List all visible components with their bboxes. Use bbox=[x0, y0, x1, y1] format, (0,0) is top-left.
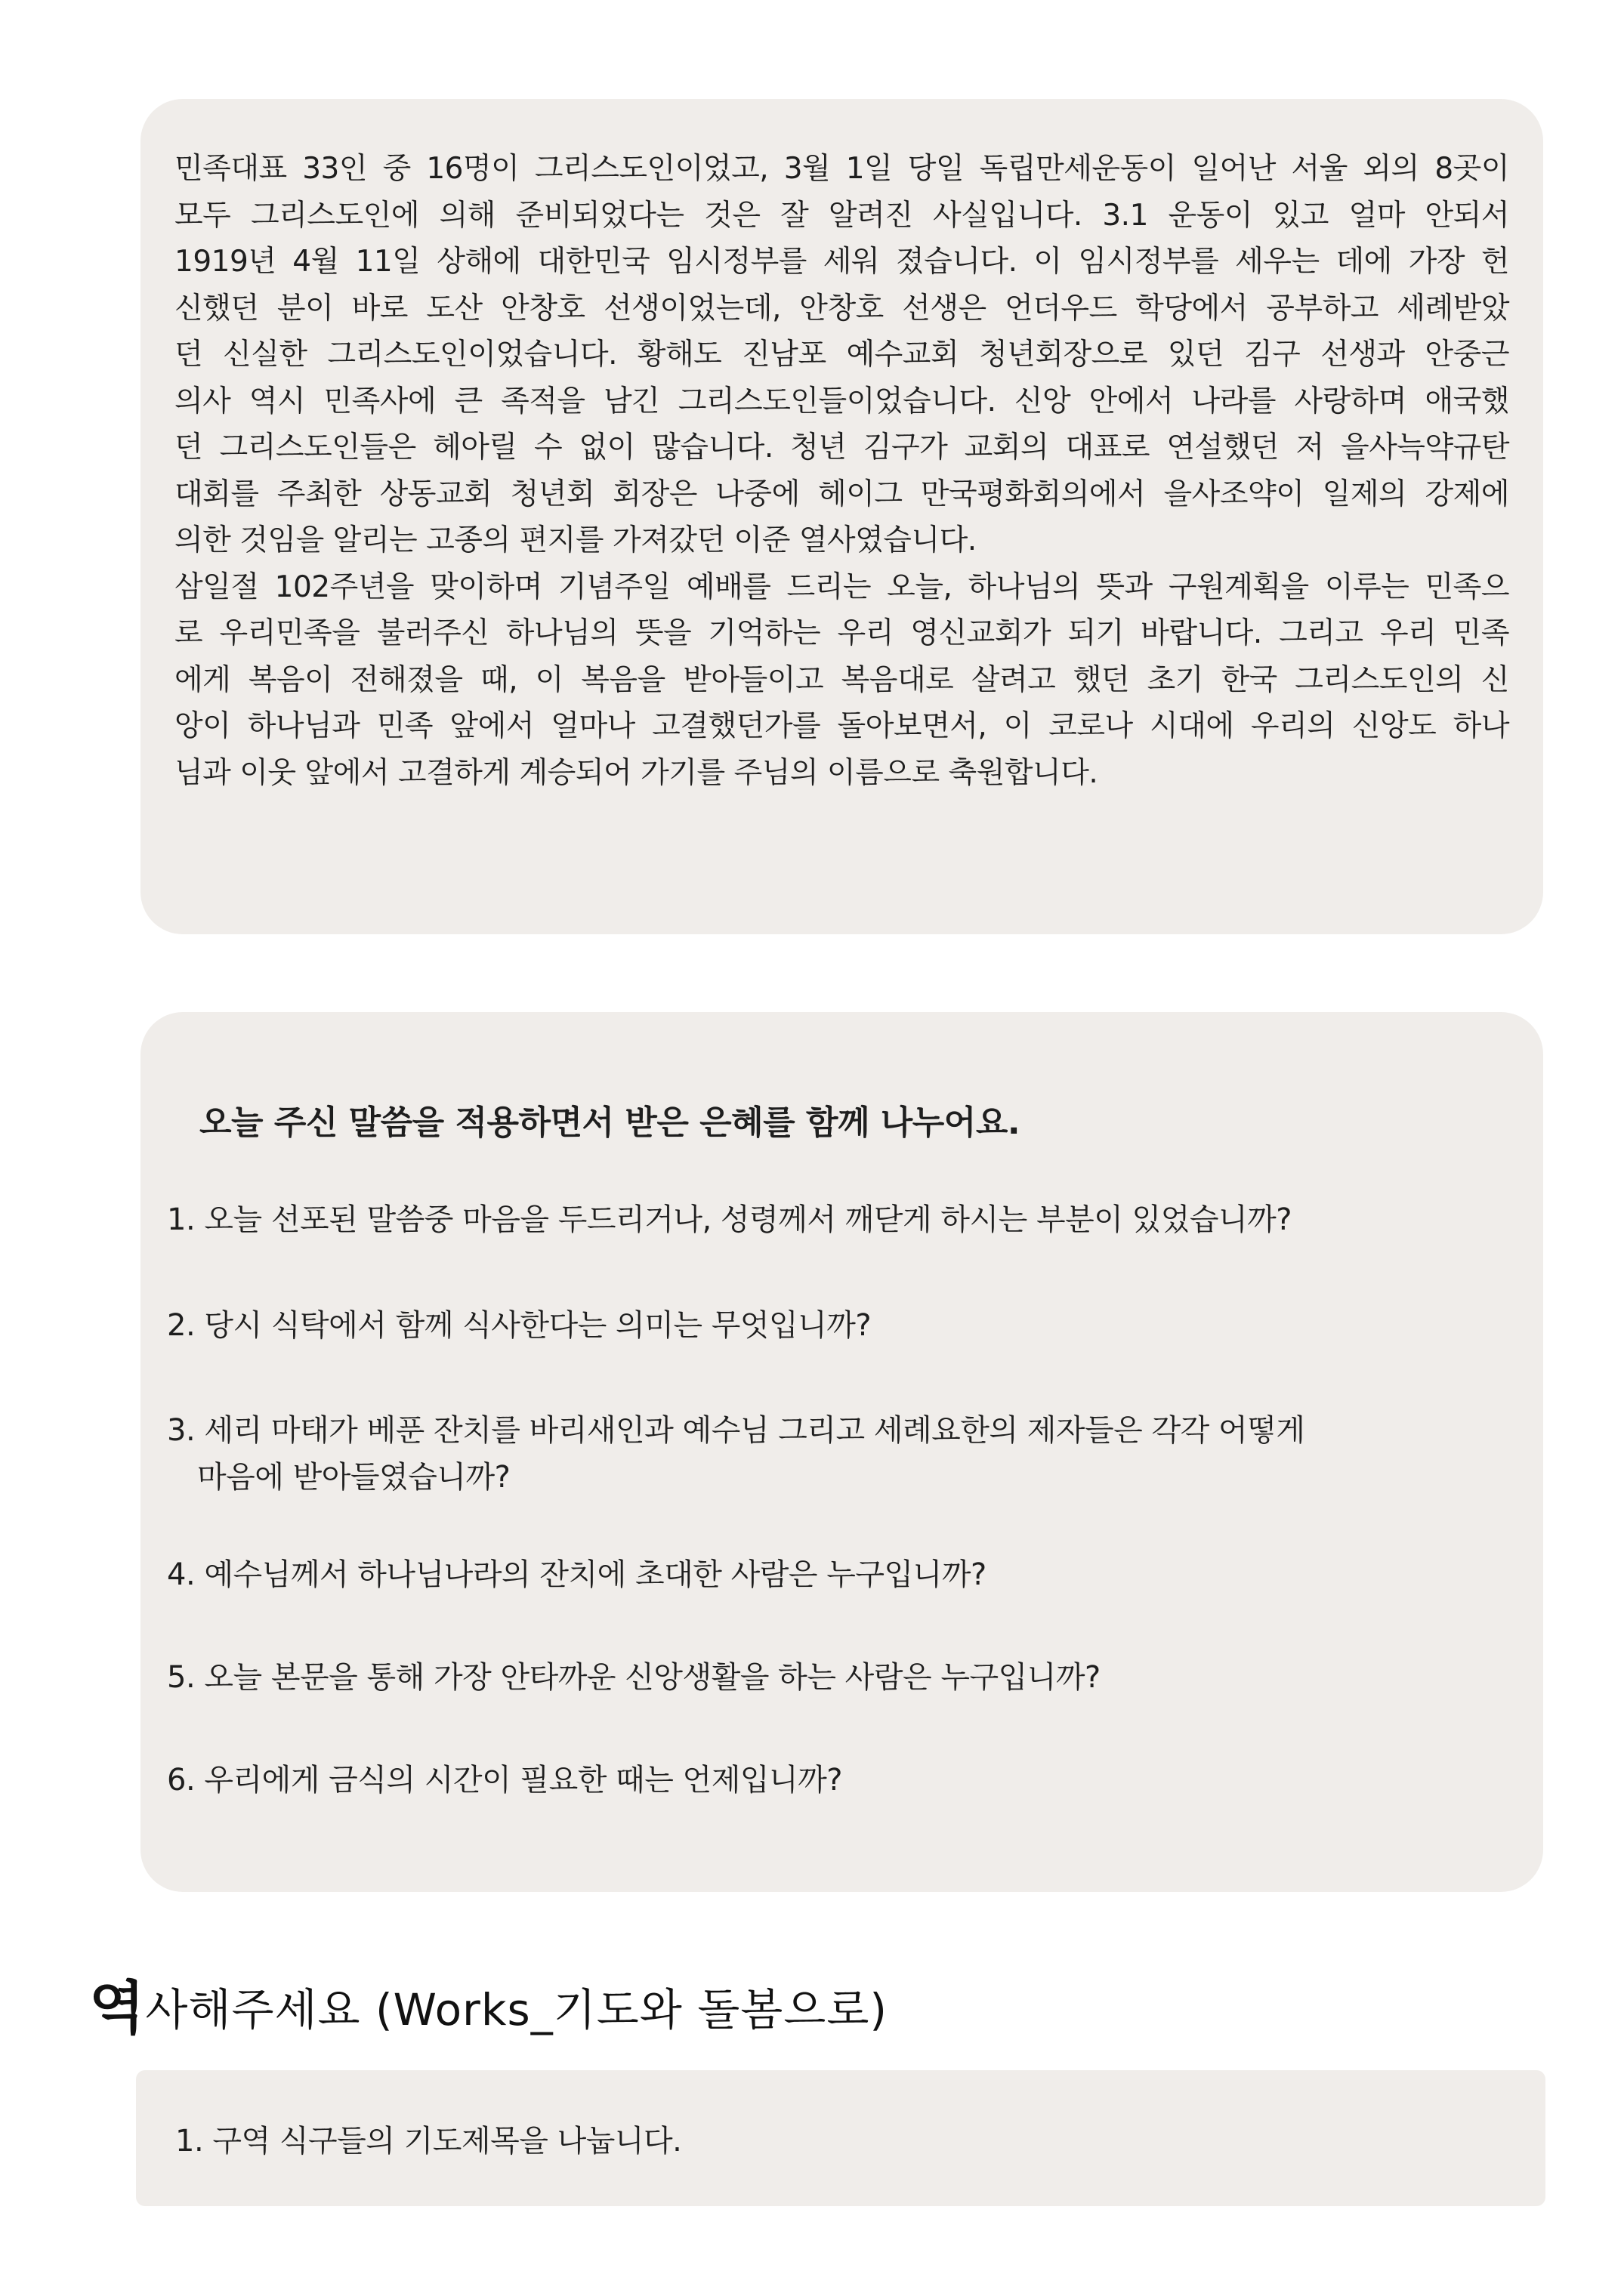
question-item bbox=[167, 1654, 1101, 1701]
question-text: 1. 오늘 선포된 말씀중 마음을 두드리거나, 성령께서 깨닫게 하시는 부분이 있었습니까? bbox=[167, 1202, 1292, 1237]
question-item bbox=[167, 1757, 842, 1804]
question-continuation: 마음에 받아들였습니까? bbox=[197, 1460, 511, 1495]
history-text-box bbox=[140, 99, 1543, 934]
text-line: 로 우리민족을 불러주신 하나님의 뜻을 기억하는 우리 영신교회가 되기 바랍니다. 그리고 우리 민족 bbox=[174, 616, 1509, 650]
text-line: 에게 복음이 전해졌을 때, 이 복음을 받아들이고 복음대로 살려고 했던 초기 한국 그리스도인의 신 bbox=[174, 662, 1509, 697]
question-text: 5. 오늘 본문을 통해 가장 안타까운 신앙생활을 하는 사람은 누구입니까? bbox=[167, 1660, 1101, 1695]
text-line: 민족대표 33인 중 16명이 그리스도인이었고, 3월 1일 당일 독립만세운동이 일어난 서울 외의 8곳이 bbox=[174, 152, 1509, 186]
text-line: 의한 것임을 알리는 고종의 편지를 가져갔던 이준 열사였습니다. bbox=[174, 523, 977, 557]
text-line: 의사 역시 민족사에 큰 족적을 남긴 그리스도인들이었습니다. 신앙 안에서 나라를 사랑하며 애국했 bbox=[174, 384, 1509, 418]
section-title bbox=[89, 1962, 888, 2045]
text-line: 던 신실한 그리스도인이었습니다. 황해도 진남포 예수교회 청년회장으로 있던 김구 선생과 안중근 bbox=[174, 338, 1509, 372]
prayer-box bbox=[136, 2070, 1545, 2206]
text-line: 삼일절 102주년을 맞이하며 기념주일 예배를 드리는 오늘, 하나님의 뜻과 구원계획을 이루는 민족으 bbox=[174, 569, 1509, 604]
text-line: 1919년 4월 11일 상해에 대한민국 임시정부를 세워 졌습니다. 이 임시정부를 세우는 데에 가장 헌 bbox=[174, 245, 1509, 279]
question-item bbox=[167, 1407, 1304, 1501]
history-paragraph bbox=[174, 146, 1509, 796]
text-line: 신했던 분이 바로 도산 안창호 선생이었는데, 안창호 선생은 언더우드 학당에서 공부하고 세례받았 bbox=[174, 291, 1509, 326]
question-text: 3. 세리 마태가 베푼 잔치를 바리새인과 예수님 그리고 세례요한의 제자들은 각각 어떻게 bbox=[167, 1413, 1305, 1448]
question-text: 4. 예수님께서 하나님나라의 잔치에 초대한 사람은 누구입니까? bbox=[167, 1557, 986, 1592]
question-item bbox=[167, 1196, 1292, 1243]
section-title-rest: 사해주세요 (Works_기도와 돌봄으로) bbox=[145, 1984, 888, 2035]
text-line: 모두 그리스도인에 의해 준비되었다는 것은 잘 알려진 사실입니다. 3.1 운동이 있고 얼마 안되서 bbox=[174, 198, 1509, 233]
text-line: 님과 이웃 앞에서 고결하게 계승되어 가기를 주님의 이름으로 축원합니다. bbox=[174, 755, 1098, 790]
text-line: 던 그리스도인들은 헤아릴 수 없이 많습니다. 청년 김구가 교회의 대표로 연설했던 저 을사늑약규탄 bbox=[174, 431, 1509, 464]
text-line: 대회를 주최한 상동교회 청년회 회장은 나중에 헤이그 만국평화회의에서 을사조약이 일제의 강제에 bbox=[174, 477, 1509, 511]
question-item bbox=[167, 1302, 871, 1349]
question-item bbox=[167, 1551, 986, 1598]
text-line: 앙이 하나님과 민족 앞에서 얼마나 고결했던가를 돌아보면서, 이 코로나 시대에 우리의 신앙도 하나 bbox=[174, 709, 1509, 743]
prayer-item: 1. 구역 식구들의 기도제목을 나눕니다. bbox=[175, 2124, 682, 2159]
discussion-questions-box bbox=[140, 1012, 1543, 1892]
questions-heading: 오늘 주신 말씀을 적용하면서 받은 은혜를 함께 나누어요. bbox=[199, 1103, 1020, 1142]
question-text: 2. 당시 식탁에서 함께 식사한다는 의미는 무엇입니까? bbox=[167, 1308, 872, 1343]
question-text: 6. 우리에게 금식의 시간이 필요한 때는 언제입니까? bbox=[167, 1763, 842, 1798]
section-title-initial: 역 bbox=[89, 1974, 146, 2041]
